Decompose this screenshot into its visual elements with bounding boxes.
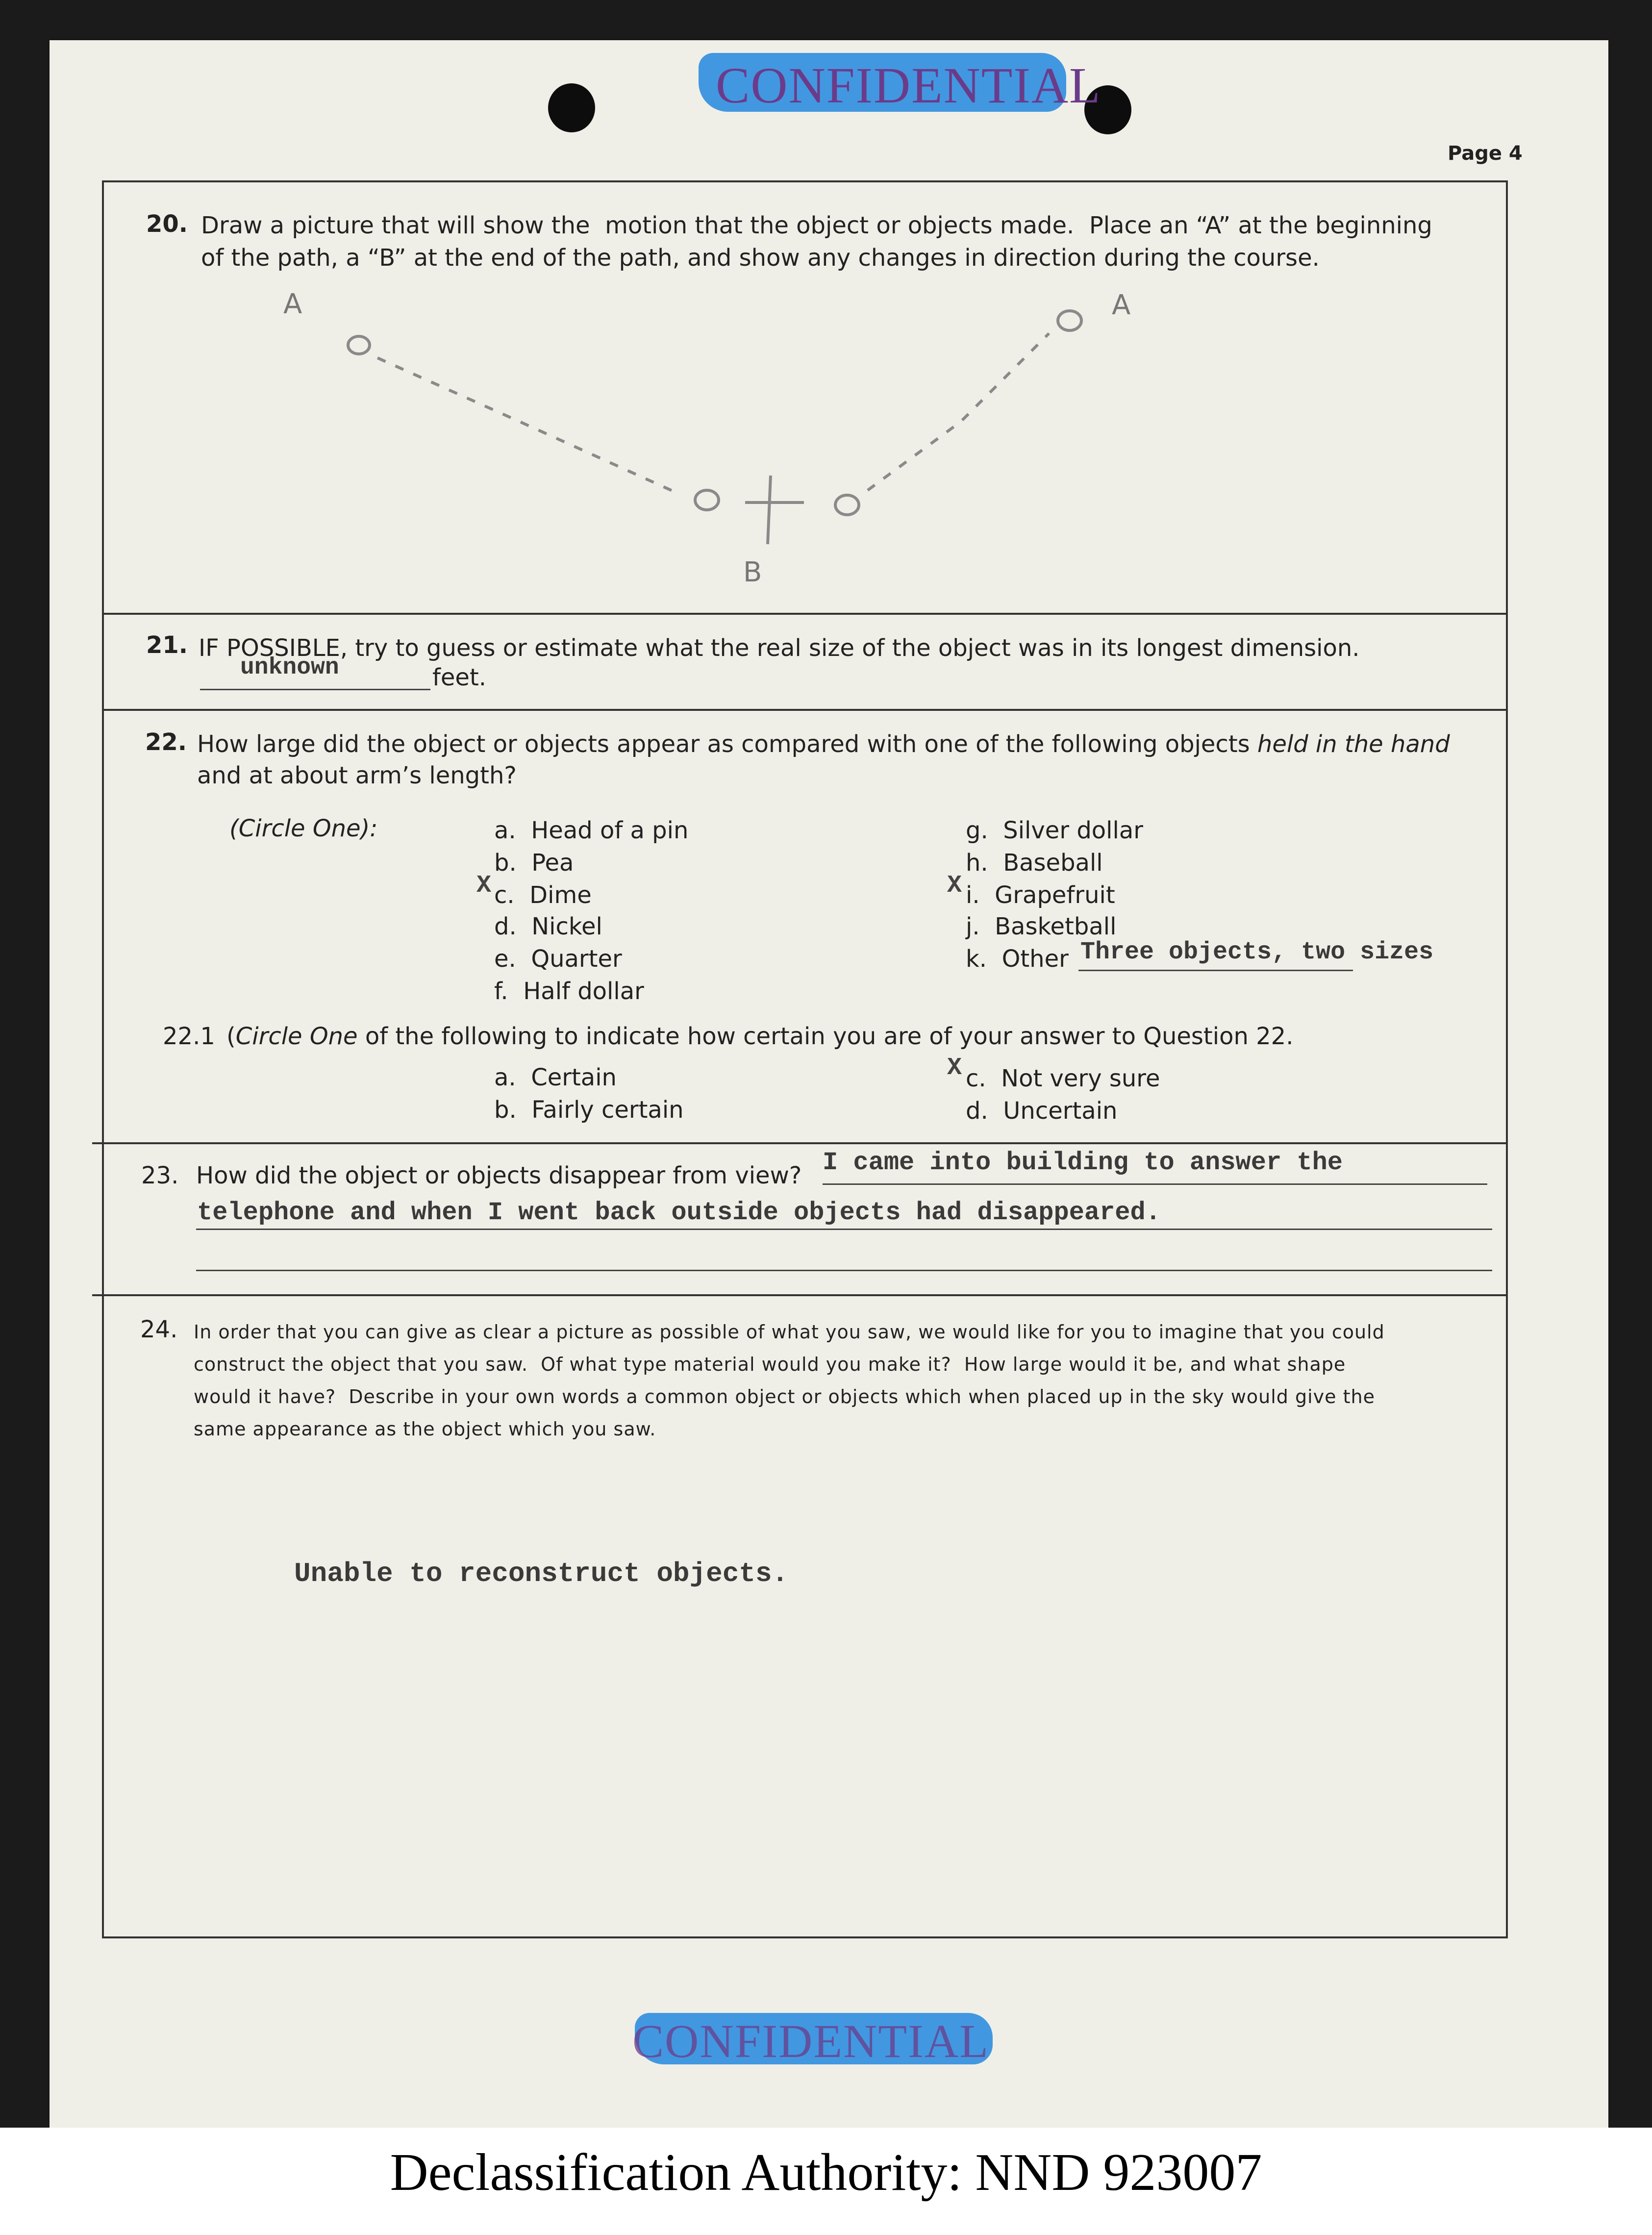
object-circle-left-start <box>348 336 370 354</box>
q22-option-c-mark: X <box>476 872 492 900</box>
option-label: Grapefruit <box>995 881 1115 909</box>
divider-21-22 <box>102 709 1508 711</box>
q22-option-a[interactable] <box>494 817 688 844</box>
q22-text-line1 <box>197 728 1450 760</box>
option-label: Not very sure <box>1001 1065 1160 1092</box>
option-label: Nickel <box>531 913 602 940</box>
q22-1-option-d[interactable] <box>966 1097 1117 1125</box>
page-number: Page 4 <box>1448 142 1523 165</box>
option-label: Certain <box>531 1064 617 1091</box>
q22-option-h[interactable] <box>966 849 1103 877</box>
option-key: f. <box>494 978 508 1005</box>
q23-number: 23. <box>141 1162 179 1189</box>
divider-22-23 <box>92 1142 1508 1144</box>
q24-number: 24. <box>140 1316 178 1343</box>
divider-23-24 <box>92 1294 1508 1296</box>
option-key: a. <box>494 1064 516 1091</box>
q22-1-option-c-mark: X <box>947 1054 962 1082</box>
q22-option-j[interactable] <box>966 913 1116 940</box>
q24-answer: Unable to reconstruct objects. <box>294 1558 789 1589</box>
option-key: a. <box>494 817 516 844</box>
q23-answer-line2: telephone and when I went back outside objects had disappeared. <box>197 1198 1161 1227</box>
q22-option-g[interactable] <box>966 817 1143 844</box>
option-label: Half dollar <box>523 978 644 1005</box>
q22-other-answer: Three objects, two sizes <box>1080 938 1434 966</box>
q24-text-line4: same appearance as the object which you saw. <box>194 1418 656 1440</box>
object-circle-center-right <box>835 495 859 515</box>
motion-path-drawing <box>0 0 1652 637</box>
option-key: j. <box>966 913 980 940</box>
confidential-stamp-bottom: CONFIDENTIAL <box>632 2015 989 2067</box>
confidential-stamp-top: CONFIDENTIAL <box>716 57 1101 114</box>
object-circle-right-start <box>1058 311 1081 330</box>
path-left-segment <box>377 358 676 493</box>
label-b-end: B <box>743 556 762 588</box>
q24-text-line2: construct the object that you saw. Of what type material would you make it? How large would it be, and what shape <box>194 1354 1346 1375</box>
option-label: Uncertain <box>1003 1097 1118 1125</box>
q22-option-e[interactable] <box>494 945 622 973</box>
q21-number: 21. <box>146 631 188 659</box>
option-label: Quarter <box>531 945 622 973</box>
q23-answer-underline-3 <box>196 1270 1492 1271</box>
declassification-footer: Declassification Authority: NND 923007 <box>390 2143 1262 2202</box>
option-label: Head of a pin <box>531 817 689 844</box>
path-right-segment <box>868 333 1049 490</box>
q24-text-line3: would it have? Describe in your own words a common object or objects which when placed up in the sky would give the <box>194 1386 1375 1407</box>
option-key: g. <box>966 817 988 844</box>
option-key: c. <box>494 881 515 909</box>
q22-1-option-b[interactable] <box>494 1096 684 1124</box>
q22-instruction: (Circle One): <box>229 815 378 842</box>
q23-answer-line1: I came into building to answer the <box>823 1148 1343 1177</box>
q20-number: 20. <box>146 210 188 238</box>
option-label: Basketball <box>995 913 1117 940</box>
q22-other-answer-line <box>1078 970 1353 971</box>
q20-text-line1: Draw a picture that will show the motion that the object or objects made. Place an “A” at the beginning <box>201 212 1432 239</box>
option-label: Baseball <box>1003 849 1103 877</box>
q22-1-text-a: ( <box>226 1023 236 1050</box>
label-a-right: A <box>1112 289 1131 321</box>
option-key: k. <box>966 945 987 973</box>
end-point-cross-vertical <box>768 476 771 544</box>
q22-text-line1-b: held in the hand <box>1257 730 1450 758</box>
q22-1-number: 22.1 <box>163 1023 215 1050</box>
option-key: h. <box>966 849 988 877</box>
q22-option-b[interactable] <box>494 849 574 877</box>
q23-answer-underline-2 <box>196 1229 1492 1230</box>
q22-1-text <box>226 1021 1293 1052</box>
q22-option-i[interactable] <box>966 881 1115 909</box>
q20-text-line2: of the path, a “B” at the end of the path, and show any changes in direction during the course. <box>201 244 1320 272</box>
option-label: Fairly certain <box>531 1096 684 1124</box>
option-key: b. <box>494 1096 517 1124</box>
q22-text-line1-a: How large did the object or objects appear as compared with one of the following objects <box>197 730 1257 758</box>
option-label: Pea <box>531 849 574 877</box>
q21-unit: feet. <box>432 664 487 691</box>
q23-text: How did the object or objects disappear from view? <box>196 1162 802 1189</box>
option-label: Other <box>1001 945 1069 973</box>
q22-option-i-mark: X <box>947 872 962 900</box>
q22-option-c[interactable] <box>494 881 592 909</box>
option-key: c. <box>966 1065 986 1092</box>
option-label: Silver dollar <box>1003 817 1143 844</box>
q22-1-text-c: of the following to indicate how certain you are of your answer to Question 22. <box>357 1023 1294 1050</box>
option-key: e. <box>494 945 516 973</box>
q22-1-option-c[interactable] <box>966 1065 1160 1092</box>
label-a-left: A <box>283 288 302 320</box>
q22-1-option-a[interactable] <box>494 1064 617 1091</box>
q23-answer-underline-1 <box>823 1183 1487 1185</box>
option-key: d. <box>494 913 517 940</box>
q21-text: IF POSSIBLE, try to guess or estimate what the real size of the object was in its longest dimension. <box>199 634 1360 662</box>
q22-option-f[interactable] <box>494 978 644 1005</box>
option-label: Dime <box>529 881 592 909</box>
q22-1-text-b: Circle One <box>235 1023 358 1050</box>
option-key: b. <box>494 849 517 877</box>
q21-answer: unknown <box>240 654 339 681</box>
option-key: i. <box>966 881 980 909</box>
q22-number: 22. <box>145 728 187 756</box>
q22-option-d[interactable] <box>494 913 602 940</box>
q22-text-line2: and at about arm’s length? <box>197 762 517 789</box>
q22-option-k[interactable] <box>966 945 1069 973</box>
q24-text-line1: In order that you can give as clear a picture as possible of what you saw, we would like for you to imagine that you could <box>194 1321 1385 1343</box>
q21-answer-line <box>200 689 430 690</box>
option-key: d. <box>966 1097 988 1125</box>
object-circle-center-left <box>695 490 719 510</box>
